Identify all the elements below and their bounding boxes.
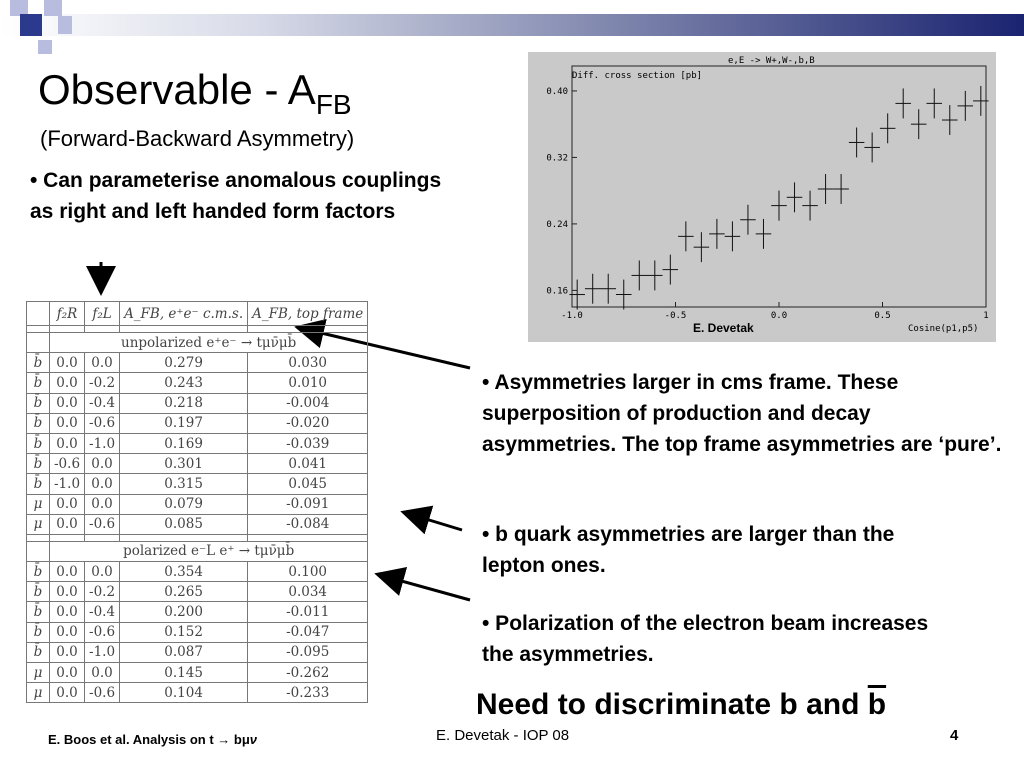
table-cell: 0.041 [248,454,368,474]
y-tick-label: 0.40 [546,86,568,97]
table-cell: 0.169 [120,433,248,453]
table-cell: b̄ [27,373,50,393]
table-header-cell: A_FB, e⁺e⁻ c.m.s. [120,302,248,326]
table-header-row [27,302,368,326]
table-spacer-cell [85,534,120,541]
table-row [27,373,368,393]
table-header-cell [27,302,50,326]
table-cell: b̄ [27,562,50,582]
table-cell: -0.011 [248,602,368,622]
x-tick-label: -0.5 [664,311,687,321]
table-cell: -0.091 [248,494,368,514]
table-cell: -0.095 [248,642,368,662]
table-cell: 0.0 [50,582,85,602]
table-cell: 0.100 [248,562,368,582]
table-cell: -0.2 [85,373,120,393]
table-row [27,494,368,514]
table-cell: 0.0 [50,494,85,514]
table-cell: 0.034 [248,582,368,602]
plot-background [528,52,996,342]
table-cell: 0.152 [120,622,248,642]
table-row [27,602,368,622]
table-cell: 0.218 [120,393,248,413]
table-cell: 0.0 [85,494,120,514]
table-cell: 0.010 [248,373,368,393]
table-cell: 0.0 [50,622,85,642]
table-spacer [27,534,368,541]
table-row [27,353,368,373]
table-cell: 0.0 [50,433,85,453]
arrow-to-muon-rows [406,513,462,530]
table-cell: 0.104 [120,683,248,703]
table-cell: b̄ [27,454,50,474]
footer-author: E. Devetak - IOP 08 [436,727,570,744]
table-cell: -0.020 [248,413,368,433]
table-spacer-cell [50,534,85,541]
table-cell: 0.0 [50,663,85,683]
table-spacer-cell [27,326,50,333]
footer-citation: E. Boos et al. Analysis on t → bμν [48,732,258,747]
table-row [27,683,368,703]
table-spacer-cell [120,534,248,541]
table-cell: b̄ [27,582,50,602]
table-cell: -0.6 [85,514,120,534]
table-cell [27,541,50,561]
table-cell: 0.0 [50,393,85,413]
table-cell: 0.030 [248,353,368,373]
table-cell: -0.4 [85,602,120,622]
table-row [27,413,368,433]
table-row [27,622,368,642]
table-cell: -0.004 [248,393,368,413]
table-cell: 0.0 [50,602,85,622]
conclusion-text: Need to discriminate b and $\overline{b}$ [476,688,887,721]
table-spacer-cell [120,326,248,333]
table-cell: 0.200 [120,602,248,622]
table-spacer-cell [27,534,50,541]
table-row [27,514,368,534]
plot-title: e,E -> W+,W-,b,B [728,56,815,66]
table-cell: b̄ [27,622,50,642]
table-cell: -0.6 [50,454,85,474]
page-number: 4 [950,727,959,744]
table-cell: μ [27,683,50,703]
slide-subtitle: (Forward-Backward Asymmetry) [40,126,355,151]
table-cell: 0.145 [120,663,248,683]
plot-xlabel: Cosine(p1,p5) [908,324,979,334]
table-cell: 0.0 [50,353,85,373]
cross-section-plot [528,52,996,342]
y-tick-label: 0.16 [546,286,568,297]
table-row [27,474,368,494]
table-cell: -0.039 [248,433,368,453]
table-section-row [27,541,368,561]
table-cell: 0.079 [120,494,248,514]
table-header-cell: f₂L [85,302,120,326]
table-spacer-cell [50,326,85,333]
table-cell: b̄ [27,433,50,453]
table-cell: 0.243 [120,373,248,393]
bullet-intro: • Can parameterise anomalous couplings as right and left handed form factors [30,169,442,223]
table-cell: -0.233 [248,683,368,703]
table-cell: 0.301 [120,454,248,474]
table-row [27,454,368,474]
table-cell: 0.265 [120,582,248,602]
table-cell [27,333,50,353]
table-cell: 0.0 [50,683,85,703]
table-cell: 0.279 [120,353,248,373]
table-cell: μ [27,663,50,683]
table-row [27,393,368,413]
y-tick-label: 0.32 [546,153,568,164]
table-header-cell: f₂R [50,302,85,326]
table-cell: 0.354 [120,562,248,582]
table-cell: b̄ [27,393,50,413]
table-cell: -0.084 [248,514,368,534]
bullet-polarization: • Polarization of the electron beam increases the asymmetries. [482,612,929,666]
table-section-row [27,333,368,353]
x-tick-label: 0.0 [770,311,788,321]
slide-title: Observable - $A_{FB}$ [38,66,352,120]
table-cell: 0.0 [50,562,85,582]
asymmetry-table [26,301,368,703]
table-cell: b̄ [27,474,50,494]
table-cell: -1.0 [50,474,85,494]
table-cell: 0.0 [85,663,120,683]
table-cell: -0.047 [248,622,368,642]
table-cell: 0.197 [120,413,248,433]
table-cell: 0.085 [120,514,248,534]
table-cell: 0.0 [85,562,120,582]
table-cell: -0.6 [85,413,120,433]
table-cell: b̄ [27,602,50,622]
table-section-label: polarized e⁻L e⁺ → tμν̄μb̄ [50,541,368,561]
x-tick-label: 1 [983,311,989,321]
table-cell: -0.6 [85,683,120,703]
y-tick-label: 0.24 [546,219,568,230]
table-cell: -0.262 [248,663,368,683]
plot-credit: E. Devetak [693,321,754,335]
table-cell: μ [27,494,50,514]
table-cell: 0.0 [50,642,85,662]
table-cell: -0.6 [85,622,120,642]
bullet-bquark-asymmetries: • b quark asymmetries are larger than the lepton ones. [482,523,895,577]
table-row [27,433,368,453]
table-cell: b̄ [27,353,50,373]
table-cell: 0.0 [50,514,85,534]
table-spacer-cell [248,326,368,333]
plot-ylabel: Diff. cross section [pb] [572,71,703,81]
table-cell: -0.2 [85,582,120,602]
table-section-label: unpolarized e⁺e⁻ → tμν̄μb̄ [50,333,368,353]
table-row [27,562,368,582]
table-cell: 0.0 [85,353,120,373]
bullet-cms-asymmetries: • Asymmetries larger in cms frame. These superposition of production and decay asymmetries. The top frame asymmetries are ‘pure’. [482,371,1002,456]
table-header-cell: A_FB, top frame [248,302,368,326]
table-cell: 0.0 [85,454,120,474]
table-cell: b̄ [27,413,50,433]
table-cell: 0.0 [85,474,120,494]
table-cell: 0.087 [120,642,248,662]
table-cell: -0.4 [85,393,120,413]
table-row [27,642,368,662]
table-spacer [27,326,368,333]
table-cell: μ [27,514,50,534]
table-spacer-cell [85,326,120,333]
table-cell: 0.315 [120,474,248,494]
table-cell: -1.0 [85,642,120,662]
table-cell: 0.0 [50,413,85,433]
table-row [27,582,368,602]
table-cell: -1.0 [85,433,120,453]
table-spacer-cell [248,534,368,541]
table-cell: b̄ [27,642,50,662]
table-row [27,663,368,683]
arrow-to-polarized [380,575,470,600]
x-tick-label: -1.0 [561,311,583,321]
table-cell: 0.045 [248,474,368,494]
table-cell: 0.0 [50,373,85,393]
x-tick-label: 0.5 [874,311,891,321]
